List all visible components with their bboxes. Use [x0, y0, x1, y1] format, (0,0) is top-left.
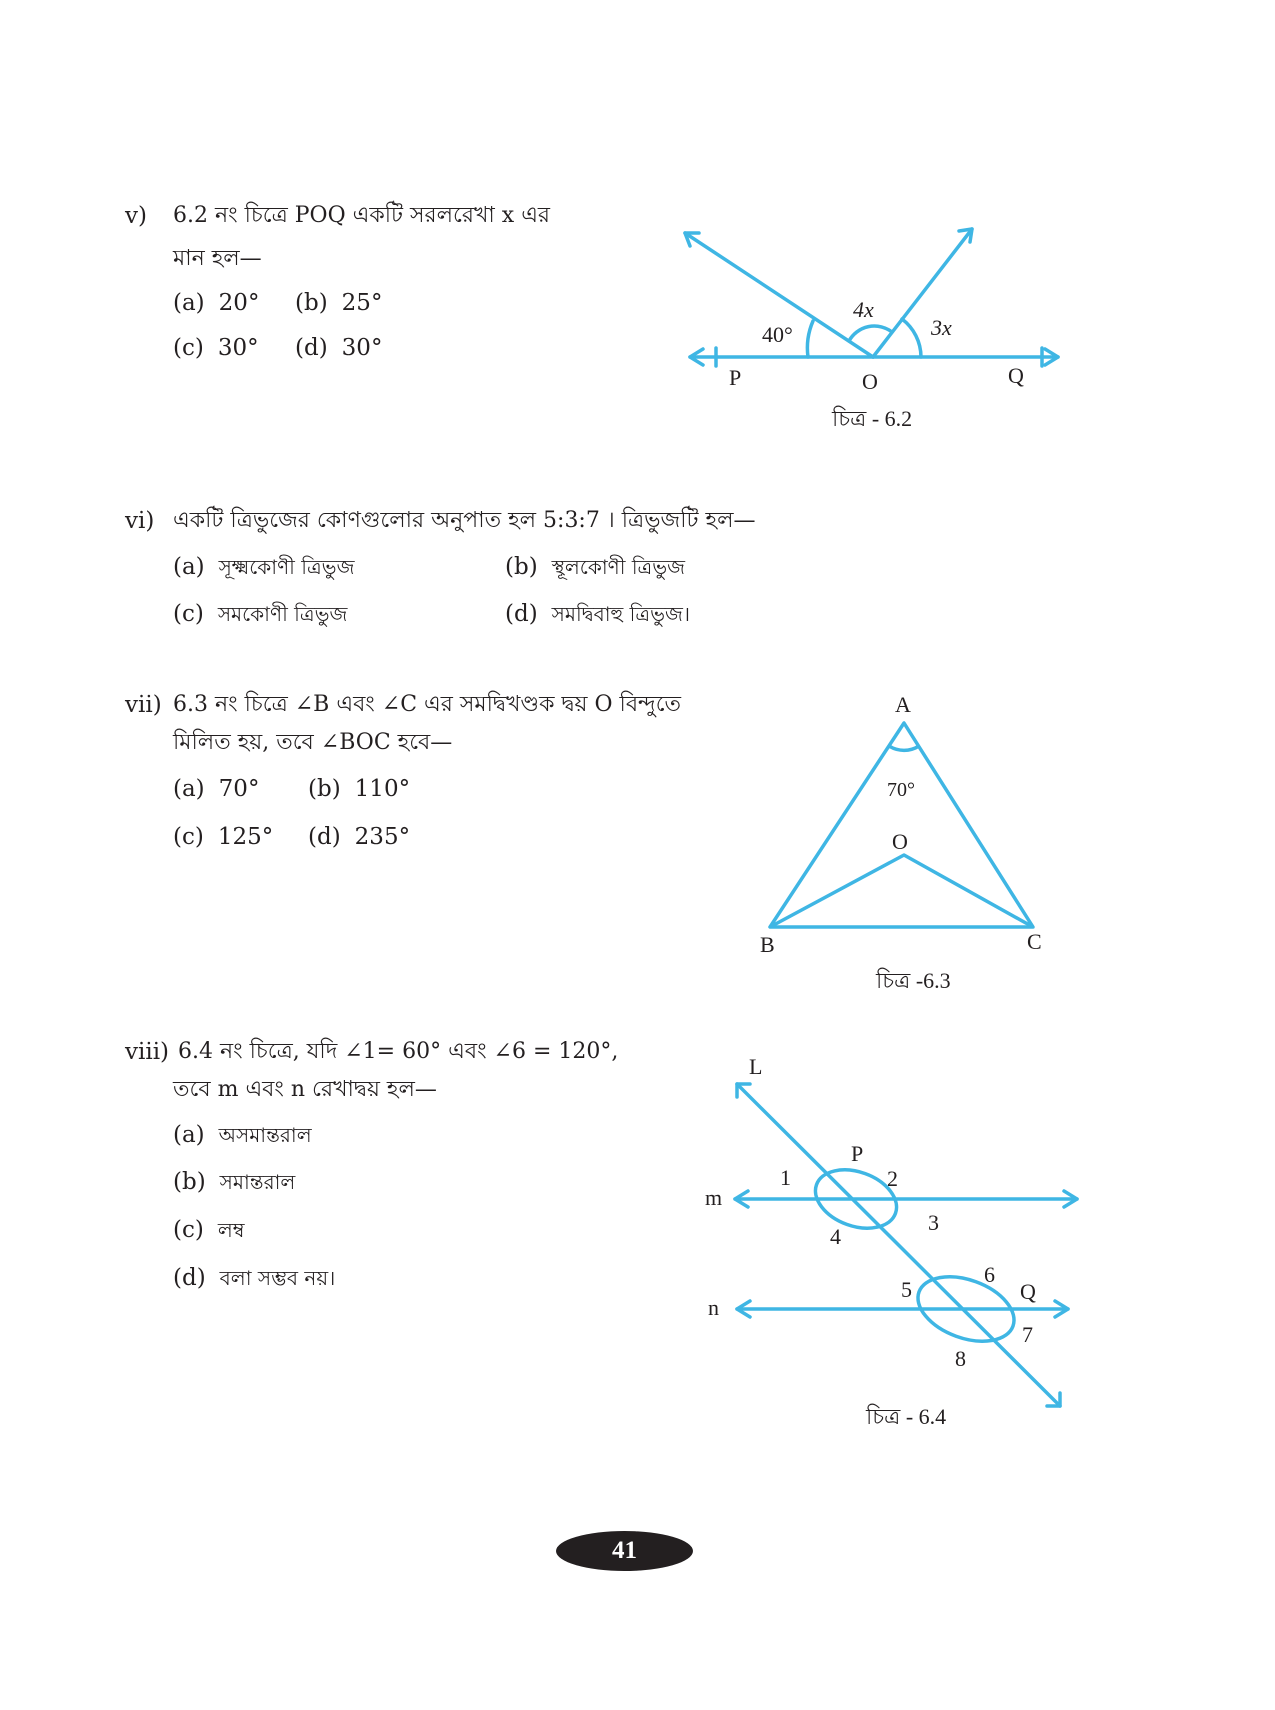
label-line-l: L [749, 1054, 763, 1079]
option-value: 70° [218, 776, 260, 802]
option-value: 20° [218, 290, 260, 316]
option-label: (d) [295, 335, 328, 361]
option-value: স্থূলকোণী ত্রিভুজ [551, 555, 686, 579]
label-point-a: A [895, 692, 911, 717]
option-label: (d) [308, 824, 341, 850]
option-value: সূক্ষ্মকোণী ত্রিভুজ [218, 555, 355, 579]
page-number: 41 [612, 1537, 637, 1564]
question-5-text-line-2: মান হল— [173, 246, 262, 271]
question-8-text-line-1: 6.4 নং চিত্রে, যদি ∠1= 60° এবং ∠6 = 120°, [178, 1039, 619, 1064]
option-value: 235° [354, 824, 411, 850]
option-label: (a) [173, 1122, 205, 1148]
option-label: (c) [173, 824, 204, 850]
question-7-text-line-2: মিলিত হয়, তবে ∠BOC হবে— [173, 730, 453, 755]
label-point-q: Q [1020, 1279, 1036, 1304]
option-label: (c) [173, 601, 204, 627]
label-point-o: O [892, 829, 908, 854]
label-point-b: B [760, 932, 775, 957]
option-value: অসমান্তরাল [218, 1123, 312, 1147]
question-8-number: viii) [125, 1039, 170, 1065]
label-angle-5: 5 [901, 1277, 912, 1302]
option-value: 125° [217, 824, 274, 850]
option-label: (a) [173, 290, 205, 316]
label-point-p: P [851, 1141, 864, 1166]
option-label: (c) [173, 1217, 204, 1243]
label-angle-6: 6 [984, 1262, 995, 1287]
option-label: (b) [308, 776, 341, 802]
option-value: বলা সম্ভব নয়। [219, 1266, 336, 1290]
label-angle-1: 1 [780, 1165, 791, 1190]
question-5-number: v) [125, 203, 147, 229]
label-angle-3x: 3x [931, 315, 952, 340]
question-5-text-line-1: 6.2 নং চিত্রে POQ একটি সরলরেখা x এর [173, 203, 551, 228]
option-label: (d) [173, 1265, 206, 1291]
option-value: 30° [341, 335, 383, 361]
label-angle-2: 2 [887, 1166, 898, 1191]
label-point-p: P [729, 365, 742, 390]
option-value: 25° [341, 290, 383, 316]
label-line-m: m [705, 1185, 723, 1210]
option-label: (b) [295, 290, 328, 316]
transversal-l [737, 1084, 1060, 1406]
label-angle-7: 7 [1022, 1322, 1033, 1347]
option-value: লম্ব [217, 1218, 245, 1242]
option-value: সমদ্বিবাহু ত্রিভুজ। [551, 602, 691, 626]
page-number-badge [556, 1531, 693, 1571]
option-label: (b) [173, 1169, 206, 1195]
label-point-c: C [1027, 929, 1042, 954]
label-line-n: n [708, 1295, 719, 1320]
option-value: সমকোণী ত্রিভুজ [217, 602, 348, 626]
question-6-text: একটি ত্রিভুজের কোণগুলোর অনুপাত হল 5:3:7 । ত্রিভুজটি হল— [173, 508, 756, 533]
label-point-o: O [862, 369, 878, 394]
option-value: 30° [217, 335, 259, 361]
option-label: (d) [505, 601, 538, 627]
question-6-number: vi) [125, 508, 155, 534]
label-angle-4: 4 [830, 1224, 841, 1249]
option-label: (a) [173, 776, 205, 802]
label-angle-4x: 4x [853, 297, 874, 322]
label-point-q: Q [1008, 363, 1024, 388]
figure-6-4-caption: চিত্র - 6.4 [866, 1404, 947, 1429]
question-8-text-line-2: তবে m এবং n রেখাদ্বয় হল— [173, 1077, 437, 1102]
option-label: (a) [173, 554, 205, 580]
option-label: (c) [173, 335, 204, 361]
label-angle-70: 70° [887, 779, 915, 801]
figure-6-2-caption: চিত্র - 6.2 [832, 406, 913, 431]
label-angle-8: 8 [955, 1346, 966, 1371]
question-7-number: vii) [125, 692, 162, 718]
figure-6-3-caption: চিত্র -6.3 [876, 968, 951, 993]
label-angle-3: 3 [928, 1210, 939, 1235]
label-angle-40: 40° [762, 322, 793, 347]
option-label: (b) [505, 554, 538, 580]
question-7-text-line-1: 6.3 নং চিত্রে ∠B এবং ∠C এর সমদ্বিখণ্ডক দ্বয় O বিন্দুতে [173, 692, 682, 717]
option-value: সমান্তরাল [219, 1170, 296, 1194]
option-value: 110° [354, 776, 411, 802]
